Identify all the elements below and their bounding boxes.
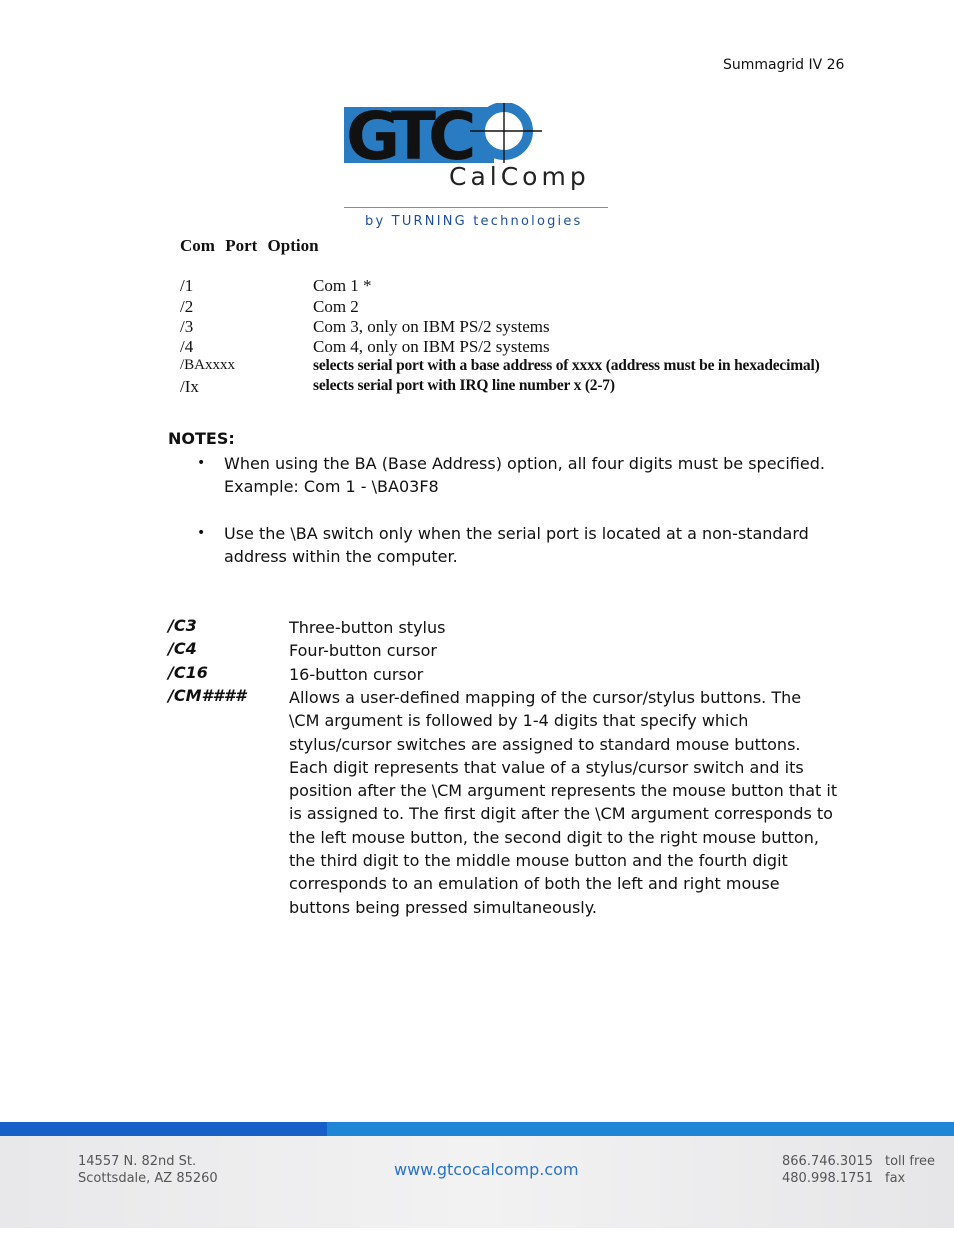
- switch-desc-line: the third digit to the middle mouse button and the fourth digit: [289, 851, 788, 871]
- com-port-desc: Com 4, only on IBM PS/2 systems: [313, 337, 550, 356]
- switch-desc: 16-button cursor: [289, 665, 424, 684]
- page-header-label: Summagrid IV 26: [723, 57, 845, 73]
- switch-desc: [289, 686, 849, 919]
- footer-website-link[interactable]: www.gtcocalcomp.com: [394, 1160, 579, 1179]
- note-line: address within the computer.: [224, 547, 458, 567]
- notes-heading: NOTES:: [168, 429, 235, 448]
- footer-phone-label: toll free: [885, 1154, 936, 1169]
- footer-bar-dark: [0, 1122, 330, 1136]
- switch-key: /C3: [168, 616, 197, 635]
- com-port-desc: Com 1 *: [313, 276, 372, 295]
- com-port-key: /2: [180, 297, 194, 316]
- switch-key: /CM####: [168, 686, 247, 705]
- footer-phone-labels: [885, 1153, 935, 1187]
- footer-phone-numbers: [782, 1153, 873, 1187]
- switch-desc-line: the left mouse button, the second digit to the right mouse button,: [289, 827, 819, 847]
- switch-desc-line: \CM argument is followed by 1-4 digits that specify which: [289, 711, 749, 731]
- note-line: Use the \BA switch only when the serial port is located at a non-standard: [224, 524, 809, 543]
- com-port-key: /Ix: [180, 377, 199, 396]
- bullet-icon: •: [197, 455, 206, 471]
- switch-desc-line: buttons being pressed simultaneously.: [289, 897, 598, 917]
- gtco-calcomp-logo: [344, 103, 610, 231]
- logo-divider: [344, 207, 608, 208]
- com-port-title: Com Port Option: [180, 236, 319, 255]
- note-line: Example: Com 1 - \BA03F8: [224, 477, 439, 497]
- com-port-desc: selects serial port with a base address of xxxx (address must be in hexadecimal): [313, 357, 820, 374]
- com-port-desc: Com 2: [313, 297, 359, 316]
- switch-desc-line: Allows a user-defined mapping of the cursor/stylus buttons. The: [289, 688, 802, 707]
- footer-phone: 480.998.1751: [782, 1171, 873, 1186]
- com-port-key: /4: [180, 337, 194, 356]
- note-line: When using the BA (Base Address) option, all four digits must be specified.: [224, 454, 825, 473]
- com-port-key: /1: [180, 276, 194, 295]
- calcomp-wordmark: CalComp: [449, 162, 590, 191]
- switch-desc-line: is assigned to. The first digit after the \CM argument corresponds to: [289, 804, 833, 824]
- switch-desc: Three-button stylus: [289, 618, 446, 637]
- switch-desc-line: Each digit represents that value of a stylus/cursor switch and its: [289, 757, 804, 777]
- switch-desc-line: stylus/cursor switches are assigned to standard mouse buttons.: [289, 734, 801, 754]
- note-item: [224, 522, 834, 569]
- footer-phone: 866.746.3015: [782, 1154, 873, 1169]
- footer-address: [78, 1153, 218, 1187]
- gtco-logo-mark: [344, 103, 544, 163]
- switch-key: /C16: [168, 663, 208, 682]
- switch-desc: Four-button cursor: [289, 641, 437, 660]
- com-port-key: /3: [180, 317, 194, 336]
- footer-phone-label: fax: [885, 1171, 906, 1186]
- footer-address-line: 14557 N. 82nd St.: [78, 1154, 197, 1169]
- com-port-desc: Com 3, only on IBM PS/2 systems: [313, 317, 550, 336]
- note-item: [224, 452, 834, 499]
- switch-key: /C4: [168, 639, 197, 658]
- switch-desc-line: corresponds to an emulation of both the left and right mouse: [289, 874, 780, 894]
- footer-bar-light: [327, 1122, 954, 1136]
- switch-desc-line: position after the \CM argument represents the mouse button that it: [289, 781, 838, 801]
- svg-text:GTC: GTC: [346, 103, 469, 163]
- com-port-key: /BAxxxx: [180, 357, 236, 373]
- bullet-icon: •: [197, 525, 206, 541]
- com-port-desc: selects serial port with IRQ line number x (2-7): [313, 377, 615, 394]
- logo-tagline: by TURNING technologies: [365, 214, 583, 229]
- footer-address-line: Scottsdale, AZ 85260: [78, 1171, 218, 1186]
